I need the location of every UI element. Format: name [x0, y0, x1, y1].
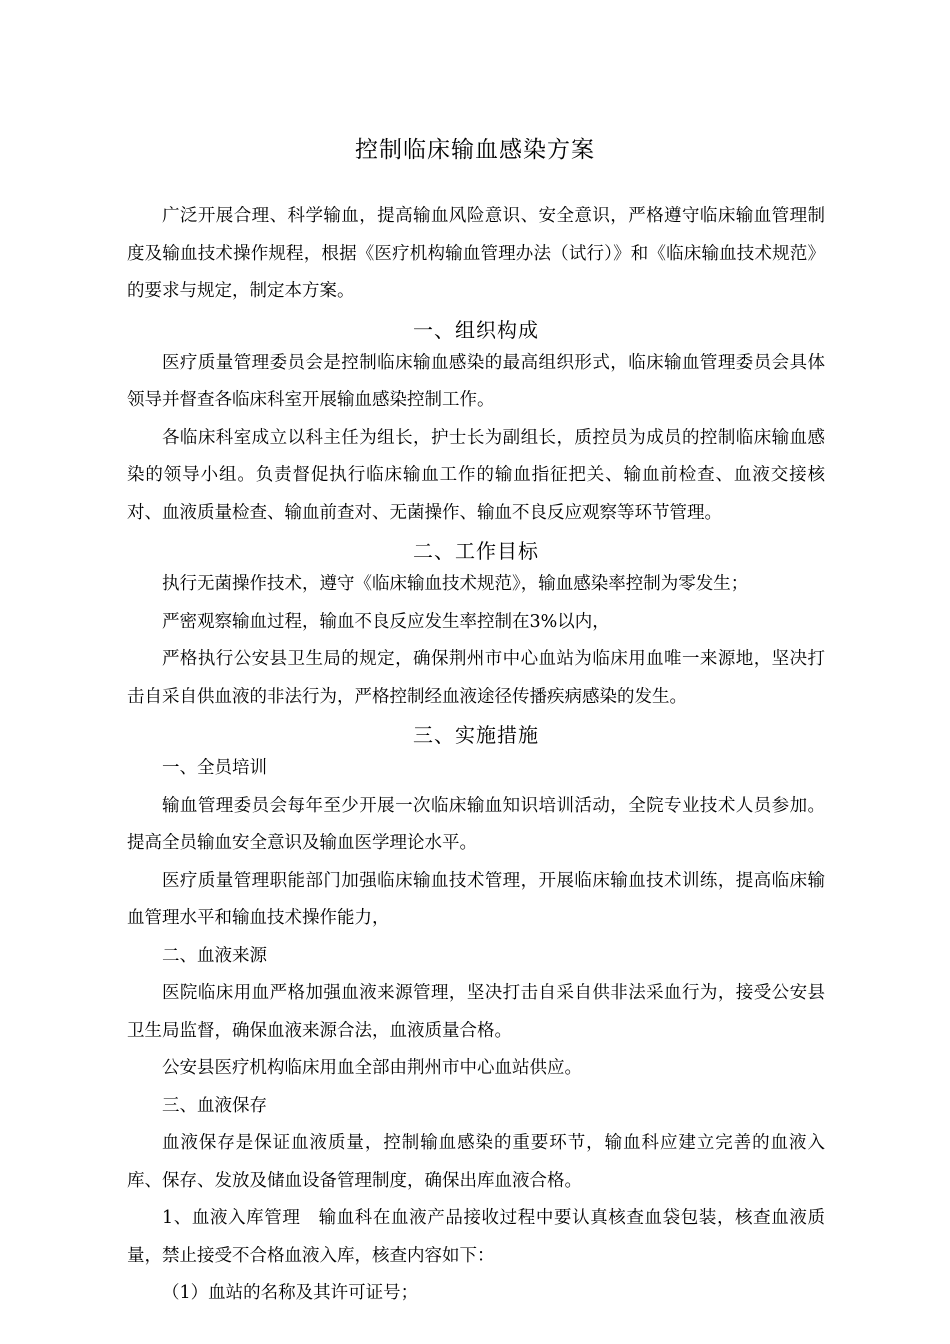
section3-sub2-paragraph-1: 医院临床用血严格加强血液来源管理，坚决打击自采自供非法采血行为，接受公安县卫生局监督，确保血液来源合法，血液质量合格。	[127, 983, 825, 1041]
intro-paragraph: 广泛开展合理、科学输血，提高输血风险意识、安全意识，严格遵守临床输血管理制度及输血技术操作规程，根据《医疗机构输血管理办法（试行）》和《临床输血技术规范》的要求与规定，制定本方案。	[127, 206, 825, 301]
section3-sub1-paragraph-2: 医疗质量管理职能部门加强临床输血技术管理，开展临床输血技术训练，提高临床输血管理水平和输血技术操作能力，	[127, 870, 825, 928]
section3-sub3-heading: 三、血液保存	[162, 1095, 267, 1116]
section3-sub1-paragraph-1: 输血管理委员会每年至少开展一次临床输血知识培训活动，全院专业技术人员参加。提高全员输血安全意识及输血医学理论水平。	[127, 795, 825, 853]
section3-sub1-heading: 一、全员培训	[162, 758, 267, 778]
section2-paragraph-1: 执行无菌操作技术，遵守《临床输血技术规范》，输血感染率控制为零发生；	[162, 574, 749, 594]
section1-paragraph-2: 各临床科室成立以科主任为组长，护士长为副组长，质控员为成员的控制临床输血感染的领导小组。负责督促执行临床输血工作的输血指征把关、输血前检查、血液交接核对、血液质量检查、输血前查对、无菌操作、输血不良反应观察等环节管理。	[127, 427, 825, 523]
section3-sub2-heading: 二、血液来源	[162, 945, 267, 966]
section2-paragraph-2: 严密观察输血过程，输血不良反应发生率控制在3%以内，	[162, 611, 610, 632]
section2-paragraph-3: 严格执行公安县卫生局的规定，确保荆州市中心血站为临床用血唯一来源地，坚决打击自采自供血液的非法行为，严格控制经血液途径传播疾病感染的发生。	[127, 649, 825, 707]
section3-heading: 三、实施措施	[413, 723, 539, 747]
section3-sub3-item-1: （1）血站的名称及其许可证号；	[162, 1283, 419, 1303]
section3-sub3-paragraph-2: 1、血液入库管理 输血科在血液产品接收过程中要认真核查血袋包装，核查血液质量，禁止接受不合格血液入库，核查内容如下：	[127, 1208, 825, 1266]
section1-paragraph-1: 医疗质量管理委员会是控制临床输血感染的最高组织形式，临床输血管理委员会具体领导并督查各临床科室开展输血感染控制工作。	[127, 352, 825, 410]
document-title: 控制临床输血感染方案	[355, 137, 595, 163]
section3-sub2-paragraph-2: 公安县医疗机构临床用血全部由荆州市中心血站供应。	[162, 1058, 582, 1078]
section1-heading: 一、组织构成	[413, 317, 539, 342]
document-body	[127, 198, 825, 1313]
section2-heading: 二、工作目标	[413, 539, 539, 563]
section3-sub3-paragraph-1: 血液保存是保证血液质量，控制输血感染的重要环节，输血科应建立完善的血液入库、保存、发放及储血设备管理制度，确保出库血液合格。	[127, 1133, 825, 1191]
